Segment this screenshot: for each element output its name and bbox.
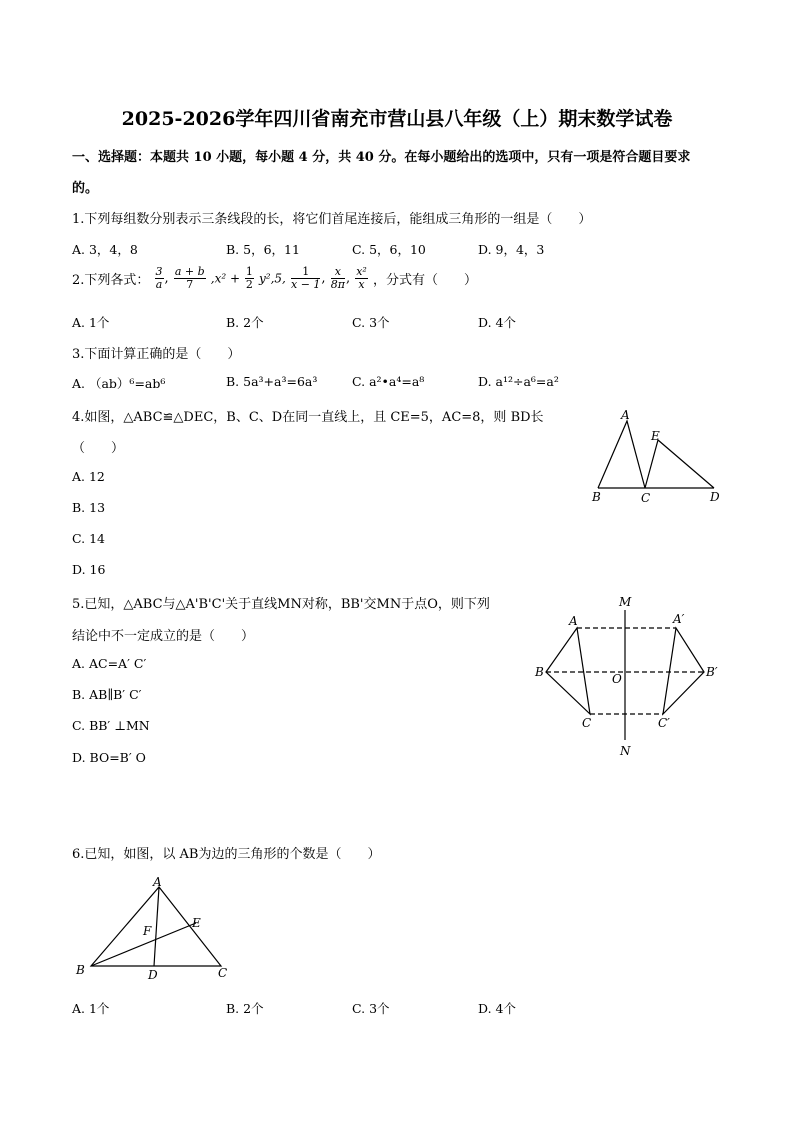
q6-option-a: A. 1个 (72, 1001, 110, 1016)
q6-option-b: B. 2个 (226, 1001, 264, 1016)
q5-label-b: B (535, 665, 544, 679)
q6-label-f: F (143, 924, 152, 938)
q6-label-b: B (76, 963, 85, 977)
section-heading: 一、选择题：本题共 10 小题，每小题 4 分，共 40 分。在每小题给出的选项中，只有一项是符合题目要求 (72, 150, 691, 165)
fraction-3: $\frac{1}{2}$ (245, 265, 253, 291)
q5-label-c-prime: C′ (658, 716, 670, 730)
q4-figure (585, 400, 735, 510)
q4-label-b: B (592, 490, 601, 504)
q2-option-a: A. 1个 (72, 315, 110, 330)
q4-option-b: B. 13 (72, 500, 106, 515)
q5-label-a-prime: A′ (673, 612, 685, 626)
q2-option-b: B. 2个 (226, 315, 264, 330)
q2-option-c: C. 3个 (352, 315, 390, 330)
section-heading-cont: 的。 (72, 181, 99, 196)
q6-label-a: A (153, 875, 162, 889)
q4-label-d: D (710, 490, 720, 504)
q6-label-e: E (192, 916, 201, 930)
fraction-1: $\frac{3}{a}$ (155, 265, 163, 291)
q3-option-c: C. a²•a⁴=a⁸ (352, 374, 425, 389)
q1-option-b: B. 5，6，11 (226, 242, 300, 257)
q6-label-c: C (218, 966, 228, 980)
q4-label-e: E (651, 429, 660, 443)
question-1-stem: 1.下列每组数分别表示三条线段的长，将它们首尾连接后，能组成三角形的一组是（ ） (72, 212, 592, 227)
q4-option-d: D. 16 (72, 562, 106, 577)
q5-option-a: A. AC=A′ C′ (72, 656, 147, 671)
q2-prefix: 2.下列各式： (72, 273, 150, 288)
q1-option-a: A. 3，4，8 (72, 242, 138, 257)
question-5-stem-cont: 结论中不一定成立的是（ ） (72, 629, 255, 644)
question-4-stem: 4.如图，△ABC≌△DEC，B、C、D在同一直线上，且 CE=5，AC=8，则 BD长 (72, 410, 544, 425)
q5-label-o: O (612, 672, 622, 686)
q5-figure (530, 590, 730, 765)
q4-label-a: A (621, 408, 630, 422)
q4-option-a: A. 12 (72, 469, 105, 484)
question-4-stem-cont: （ ） (72, 441, 125, 456)
q5-label-a: A (569, 614, 578, 628)
q5-option-d: D. BO=B′ O (72, 750, 146, 765)
fraction-5: $\frac{x}{8\pi}$ (330, 265, 345, 291)
question-5-stem: 5.已知，△ABC与△A'B'C'关于直线MN对称，BB'交MN于点O，则下列 (72, 597, 490, 612)
q1-option-c: C. 5，6，10 (352, 242, 426, 257)
q5-label-n: N (620, 744, 631, 758)
q6-label-d: D (148, 968, 158, 982)
q5-option-b: B. AB∥B′ C′ (72, 687, 142, 702)
q2-suffix: ，分式有（ ） (372, 273, 477, 288)
q3-option-d: D. a¹²÷a⁶=a² (478, 374, 559, 389)
q1-option-d: D. 9，4，3 (478, 242, 545, 257)
q5-option-c: C. BB′ ⊥MN (72, 718, 150, 733)
q4-label-c: C (641, 491, 651, 505)
q3-option-a: A. （ab）⁶=ab⁶ (72, 376, 166, 391)
question-2-stem: 2.下列各式： $\frac{3}{a}$ , $\frac{a + b}{7}$ ,x² + $\frac{1}{2}$ y²,5, $\frac{1}{x - 1}$ , $\frac{x}{8\pi}$ , $\frac{\text{x²}}{x}$ ，分式有（ ） (72, 265, 477, 291)
q5-label-c: C (582, 716, 592, 730)
q5-label-m: M (619, 595, 632, 609)
q6-figure (70, 872, 240, 984)
q4-option-c: C. 14 (72, 531, 105, 546)
q6-option-d: D. 4个 (478, 1001, 516, 1016)
page-title: 2025-2026学年四川省南充市营山县八年级（上）期末数学试卷 (121, 108, 673, 130)
question-6-stem: 6.已知，如图，以 AB为边的三角形的个数是（ ） (72, 847, 381, 862)
q6-option-c: C. 3个 (352, 1001, 390, 1016)
fraction-6: $\frac{\text{x²}}{x}$ (356, 265, 367, 291)
fraction-4: $\frac{1}{x - 1}$ (291, 265, 321, 291)
q3-option-b: B. 5a³+a³=6a³ (226, 374, 318, 389)
q5-label-b-prime: B′ (706, 665, 718, 679)
fraction-2: $\frac{a + b}{7}$ (174, 265, 205, 291)
question-3-stem: 3.下面计算正确的是（ ） (72, 347, 241, 362)
q2-option-d: D. 4个 (478, 315, 516, 330)
